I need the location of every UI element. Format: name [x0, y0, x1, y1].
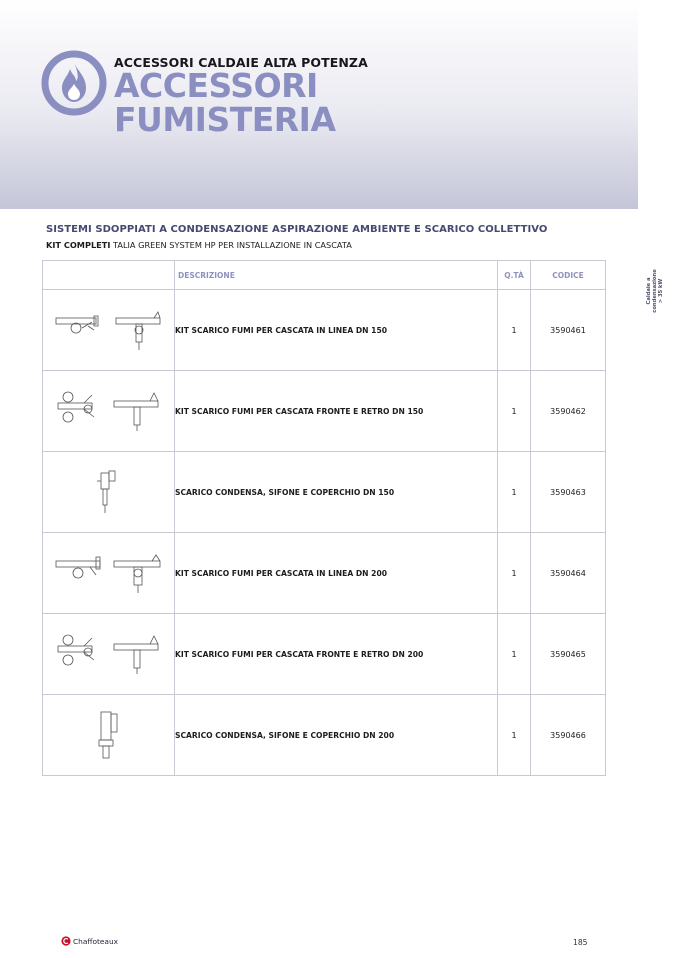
brand-mark-icon: [61, 936, 71, 946]
row-description: SCARICO CONDENSA, SIFONE E COPERCHIO DN 150: [175, 452, 498, 533]
header-code: CODICE: [531, 261, 606, 290]
row-image-cell: [43, 452, 175, 533]
table-row: [43, 452, 606, 533]
row-code: 3590463: [531, 452, 606, 533]
table-row: [43, 533, 606, 614]
table-row: [43, 695, 606, 776]
header-kicker: ACCESSORI CALDAIE ALTA POTENZA: [114, 55, 368, 70]
page-title-line2: FUMISTERIA: [114, 100, 336, 139]
side-tab-label: Caldaie a condensazione > 35 kW: [646, 269, 664, 313]
table-header-row: [43, 261, 606, 290]
row-qty: 1: [498, 695, 531, 776]
header-description: DESCRIZIONE: [175, 261, 498, 290]
side-tab: [640, 268, 670, 314]
section-subtitle-rest: TALIA GREEN SYSTEM HP PER INSTALLAZIONE IN CASCATA: [110, 240, 352, 250]
row-description: KIT SCARICO FUMI PER CASCATA FRONTE E RETRO DN 200: [175, 614, 498, 695]
header-image: [43, 261, 175, 290]
table-row: [43, 614, 606, 695]
row-description: KIT SCARICO FUMI PER CASCATA IN LINEA DN 200: [175, 533, 498, 614]
row-image-cell: [43, 371, 175, 452]
condensate-siphon-drawing: [89, 710, 129, 760]
row-description: KIT SCARICO FUMI PER CASCATA IN LINEA DN 150: [175, 290, 498, 371]
row-image-cell: [43, 695, 175, 776]
row-qty: 1: [498, 614, 531, 695]
section-title: SISTEMI SDOPPIATI A CONDENSAZIONE ASPIRAZIONE AMBIENTE E SCARICO COLLETTIVO: [46, 224, 548, 235]
footer-brand: Chaffoteaux: [73, 937, 119, 946]
row-qty: 1: [498, 452, 531, 533]
header-qty: Q.TÀ: [498, 261, 531, 290]
row-image-cell: [43, 614, 175, 695]
flame-icon: [40, 49, 108, 117]
row-image-cell: [43, 290, 175, 371]
cascade-front-back-kit-drawing: [54, 389, 164, 433]
cascade-front-back-kit-drawing: [54, 632, 164, 676]
row-qty: 1: [498, 290, 531, 371]
row-qty: 1: [498, 371, 531, 452]
row-description: KIT SCARICO FUMI PER CASCATA FRONTE E RETRO DN 150: [175, 371, 498, 452]
table-row: [43, 371, 606, 452]
condensate-siphon-drawing: [89, 469, 129, 515]
cascade-inline-kit-drawing: [54, 551, 164, 595]
cascade-inline-kit-drawing: [54, 308, 164, 352]
page-number: 185: [573, 938, 588, 947]
section-subtitle: [46, 240, 352, 250]
row-description: SCARICO CONDENSA, SIFONE E COPERCHIO DN 200: [175, 695, 498, 776]
row-code: 3590461: [531, 290, 606, 371]
row-code: 3590464: [531, 533, 606, 614]
table-row: [43, 290, 606, 371]
page-title-line1: ACCESSORI: [114, 66, 318, 105]
row-code: 3590465: [531, 614, 606, 695]
row-qty: 1: [498, 533, 531, 614]
row-image-cell: [43, 533, 175, 614]
row-code: 3590466: [531, 695, 606, 776]
section-subtitle-bold: KIT COMPLETI: [46, 240, 111, 250]
row-code: 3590462: [531, 371, 606, 452]
product-table: [42, 260, 606, 776]
